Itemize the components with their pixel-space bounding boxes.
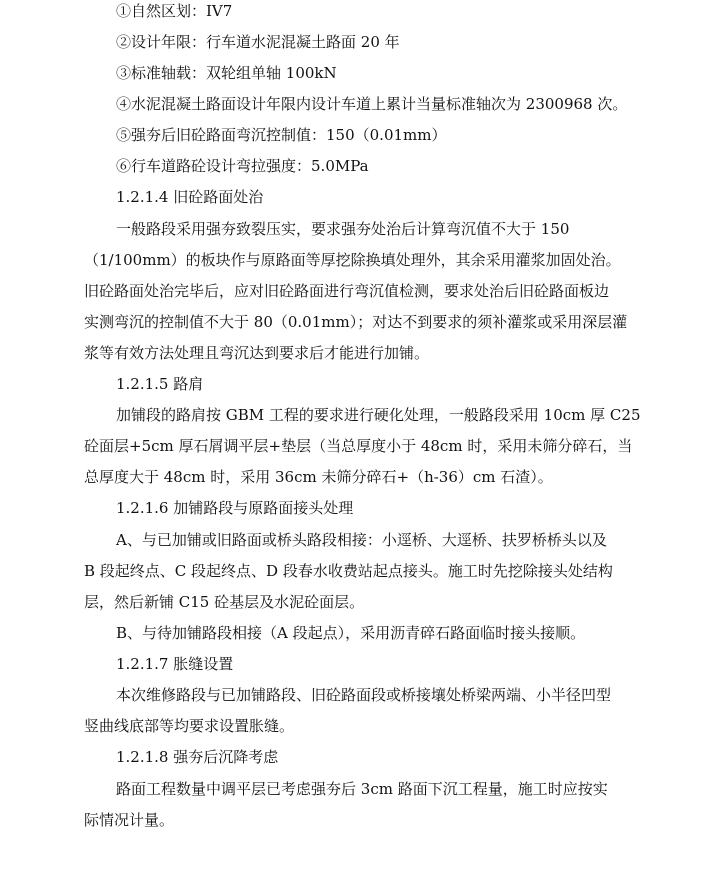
section-heading-shoulder: 1.2.1.5 路肩: [116, 375, 204, 393]
list-item-axle-count: ④水泥混凝土路面设计年限内设计车道上累计当量标准轴次为 2300968 次。: [116, 95, 628, 113]
paragraph-line: （1/100mm）的板块作与原路面等厚挖除换填处理外，其余采用灌浆加固处治。: [84, 251, 621, 269]
list-item-zoning: ①自然区划：IV7: [116, 2, 233, 20]
paragraph-line: 层，然后新铺 C15 砼基层及水泥砼面层。: [84, 593, 365, 611]
paragraph-line: 总厚度大于 48cm 时，采用 36cm 未筛分碎石+（h-36）cm 石渣）。: [84, 468, 553, 486]
paragraph-line: 砼面层+5cm 厚石屑调平层+垫层（当总厚度小于 48cm 时，采用未筛分碎石，当: [84, 437, 633, 455]
list-item-design-life: ②设计年限：行车道水泥混凝土路面 20 年: [116, 33, 400, 51]
section-heading-settlement: 1.2.1.8 强夯后沉降考虑: [116, 748, 279, 766]
paragraph-line: A、与已加铺或旧路面或桥头路段相接：小逕桥、大逕桥、扶罗桥桥头以及: [116, 531, 607, 549]
paragraph-line: 本次维修路段与已加铺路段、旧砼路面段或桥接壤处桥梁两端、小半径凹型: [116, 686, 612, 704]
paragraph-line: 实测弯沉的控制值不大于 80（0.01mm）；对达不到要求的须补灌浆或采用深层灌: [84, 313, 628, 331]
list-item-deflection-control: ⑤强夯后旧砼路面弯沉控制值：150（0.01mm）: [116, 126, 447, 144]
paragraph-line: 加铺段的路肩按 GBM 工程的要求进行硬化处理，一般路段采用 10cm 厚 C25: [116, 406, 641, 424]
section-heading-old-pavement-treatment: 1.2.1.4 旧砼路面处治: [116, 188, 264, 206]
paragraph-line: B、与待加铺路段相接（A 段起点），采用沥青碎石路面临时接头接顺。: [116, 624, 586, 642]
paragraph-line: 一般路段采用强夯致裂压实，要求强夯处治后计算弯沉值不大于 150: [116, 220, 570, 238]
paragraph-line: 旧砼路面处治完毕后，应对旧砼路面进行弯沉值检测，要求处治后旧砼路面板边: [84, 282, 610, 300]
list-item-flexural-strength: ⑥行车道路砼设计弯拉强度：5.0MPa: [116, 157, 369, 175]
paragraph-line: 浆等有效方法处理且弯沉达到要求后才能进行加铺。: [84, 344, 430, 362]
list-item-standard-axle: ③标准轴载：双轮组单轴 100kN: [116, 64, 337, 82]
paragraph-line: 路面工程数量中调平层已考虑强夯后 3cm 路面下沉工程量，施工时应按实: [116, 780, 608, 798]
section-heading-expansion-joints: 1.2.1.7 胀缝设置: [116, 655, 234, 673]
paragraph-line: 际情况计量。: [84, 811, 175, 829]
paragraph-line: 竖曲线底部等均要求设置胀缝。: [84, 717, 295, 735]
paragraph-line: B 段起终点、C 段起终点、D 段春水收费站起点接头。施工时先挖除接头处结构: [84, 562, 613, 580]
section-heading-joint-treatment: 1.2.1.6 加铺路段与原路面接头处理: [116, 499, 354, 517]
